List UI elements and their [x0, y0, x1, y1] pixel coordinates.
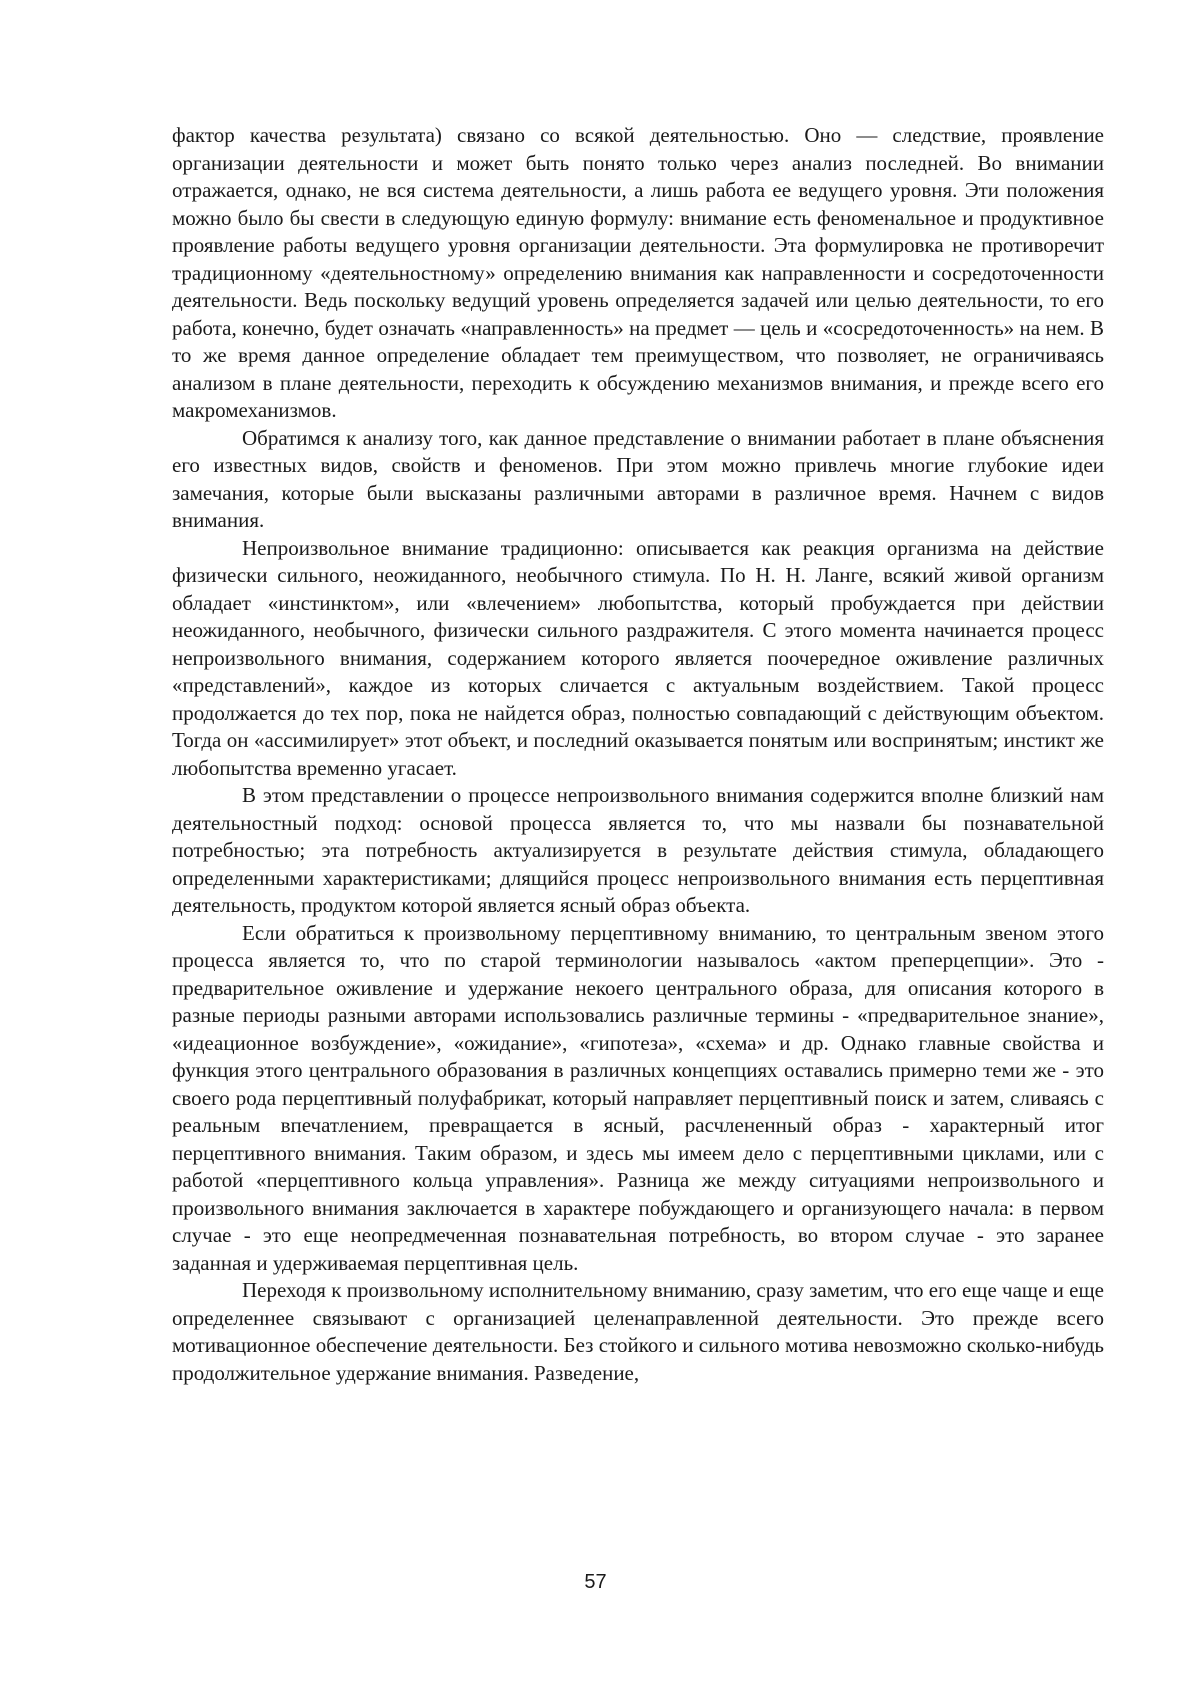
paragraph: Непроизвольное внимание традиционно: описывается как реакция организма на действие физически сильного, неожиданного, необычного стимула. По Н. Н. Ланге, всякий живой организм обладает «инстинктом», или «влечением» любопытства, который пробуждается при действии неожиданного, необычного, физически сильного раздражителя. С этого момента начинается процесс непроизвольного внимания, содержанием которого является поочередное оживление различных «представлений», каждое из которых сличается с актуальным воздействием. Такой процесс продолжается до тех пор, пока не найдется образ, полностью совпадающий с действующим объектом. Тогда он «ассимилирует» этот объект, и последний оказывается понятым или воспринятым; инстикт же любопытства временно угасает. [172, 535, 1104, 780]
page-number: 57 [584, 1571, 607, 1593]
paragraph: В этом представлении о процессе непроизвольного внимания содержится вполне близкий нам деятельностный подход: основой процесса является то, что мы назвали бы познавательной потребностью; эта потребность актуализируется в результате действия стимула, обладающего определенными характеристиками; длящийся процесс непроизвольного внимания есть перцептивная деятельность, продуктом которой является ясный образ объекта. [172, 783, 1104, 917]
paragraph: Обратимся к анализу того, как данное представление о внимании работает в плане объяснения его известных видов, свойств и феноменов. При этом можно привлечь многие глубокие идеи замечания, которые были высказаны различными авторами в различное время. Начнем с видов внимания. [172, 425, 1104, 532]
paragraph-continuation: фактор качества результата) связано со всякой деятельностью. Оно — следствие, проявление организации деятельности и может быть понято только через анализ последней. Во внимании отражается, однако, не вся система деятельности, а лишь работа ее ведущего уровня. Эти положения можно было бы свести в следующую единую формулу: внимание есть феноменальное и продуктивное проявление работы ведущего уровня организации деятельности. Эта формулировка не противоречит традиционному «деятельностному» определению внимания как направленности и сосредоточенности деятельности. Ведь поскольку ведущий уровень определяется задачей или целью деятельности, то его работа, конечно, будет означать «направленность» на предмет — цель и «сосредоточенность» на нем. В то же время данное определение обладает тем преимуществом, что позволяет, не ограничиваясь анализом в плане деятельности, переходить к обсуждению механизмов внимания, и прежде всего его макромеханизмов. [172, 123, 1104, 422]
paragraph: Переходя к произвольному исполнительному вниманию, сразу заметим, что его еще чаще и еще определеннее связывают с организацией целенаправленной деятельности. Это прежде всего мотивационное обеспечение деятельности. Без стойкого и сильного мотива невозможно сколько-нибудь продолжительное удержание внимания. Разведение, [172, 1278, 1104, 1385]
body-text [172, 122, 1104, 1387]
paragraph: Если обратиться к произвольному перцептивному вниманию, то центральным звеном этого процесса является то, что по старой терминологии называлось «актом преперцепции». Это - предварительное оживление и удержание некоего центрального образа, для описания которого в разные периоды разными авторами использовались различные термины - «предварительное знание», «идеационное возбуждение», «ожидание», «гипотеза», «схема» и др. Однако главные свойства и функция этого центрального образования в различных концепциях оставались примерно теми же - это своего рода перцептивный полуфабрикат, который направляет перцептивный поиск и затем, сливаясь с реальным впечатлением, превращается в ясный, расчлененный образ - характерный итог перцептивного внимания. Таким образом, и здесь мы имеем дело с перцептивными циклами, или с работой «перцептивного кольца управления». Разница же между ситуациями непроизвольного и произвольного внимания заключается в характере побуждающего и организующего начала: в первом случае - это еще неопредмеченная познавательная потребность, во втором случае - это заранее заданная и удерживаемая перцептивная цель. [172, 920, 1104, 1275]
